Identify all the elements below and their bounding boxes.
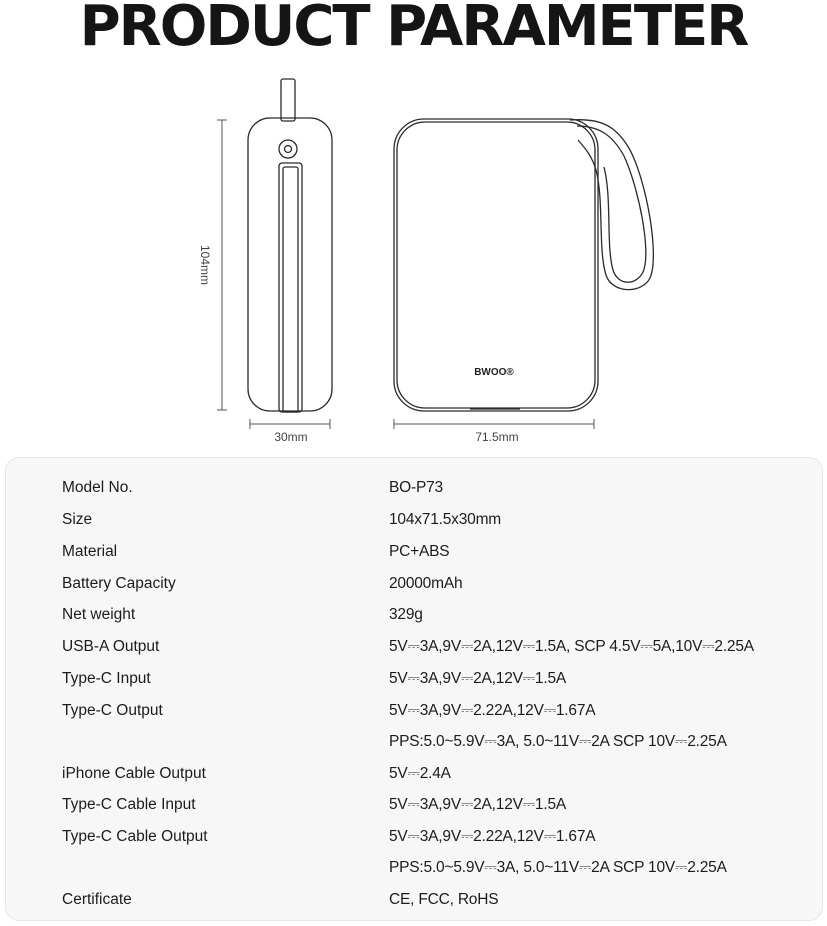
spec-value: 5V⎓3A,9V⎓2A,12V⎓1.5A: [389, 796, 567, 813]
spec-value: 5V⎓3A,9V⎓2A,12V⎓1.5A, SCP 4.5V⎓5A,10V⎓2.25A: [389, 638, 754, 655]
brand-logo: BWOO®: [474, 367, 514, 378]
spec-row: [6, 758, 824, 789]
spec-row: [6, 884, 824, 915]
product-dimension-diagram: [0, 0, 827, 455]
spec-row: [6, 599, 824, 630]
spec-key: iPhone Cable Output: [62, 765, 206, 782]
spec-row: [6, 852, 824, 883]
width-label: 71.5mm: [475, 430, 519, 444]
spec-key: Net weight: [62, 606, 136, 623]
spec-key: Size: [62, 511, 93, 528]
spec-row: [6, 821, 824, 852]
spec-value: 329g: [389, 606, 423, 623]
side-view-cable-stub: [281, 79, 295, 121]
spec-key: Battery Capacity: [62, 575, 176, 592]
side-view-body: [248, 118, 332, 411]
spec-row: [6, 536, 824, 567]
power-button-icon: [279, 140, 297, 158]
spec-value: 104x71.5x30mm: [389, 511, 501, 528]
spec-key: USB-A Output: [62, 638, 160, 655]
spec-value: CE, FCC, RoHS: [389, 891, 499, 908]
spec-row: [6, 504, 824, 535]
spec-row: [6, 568, 824, 599]
spec-key: Material: [62, 543, 118, 560]
spec-row: [6, 789, 824, 820]
spec-table: [5, 457, 823, 921]
spec-key: Certificate: [62, 891, 132, 908]
spec-row: [6, 695, 824, 726]
page-title: PRODUCT PARAMETER: [79, 0, 748, 59]
thickness-label: 30mm: [274, 430, 308, 444]
spec-key: Type-C Cable Input: [62, 796, 196, 813]
spec-value: 5V⎓2.4A: [389, 765, 451, 782]
spec-value: PPS:5.0~5.9V⎓3A, 5.0~11V⎓2A SCP 10V⎓2.25A: [389, 859, 727, 876]
spec-row: [6, 631, 824, 662]
spec-value: PPS:5.0~5.9V⎓3A, 5.0~11V⎓2A SCP 10V⎓2.25A: [389, 733, 727, 750]
spec-key: Model No.: [62, 479, 133, 496]
spec-row: [6, 472, 824, 503]
spec-value: PC+ABS: [389, 543, 450, 560]
spec-value: 5V⎓3A,9V⎓2A,12V⎓1.5A: [389, 670, 567, 687]
spec-row: [6, 663, 824, 694]
spec-key: Type-C Output: [62, 702, 163, 719]
spec-value: 20000mAh: [389, 575, 463, 592]
spec-value: 5V⎓3A,9V⎓2.22A,12V⎓1.67A: [389, 828, 596, 845]
height-label: 104mm: [198, 244, 212, 286]
spec-value: 5V⎓3A,9V⎓2.22A,12V⎓1.67A: [389, 702, 596, 719]
spec-row: [6, 726, 824, 757]
spec-key: Type-C Input: [62, 670, 151, 687]
spec-value: BO-P73: [389, 479, 443, 496]
spec-key: Type-C Cable Output: [62, 828, 208, 845]
